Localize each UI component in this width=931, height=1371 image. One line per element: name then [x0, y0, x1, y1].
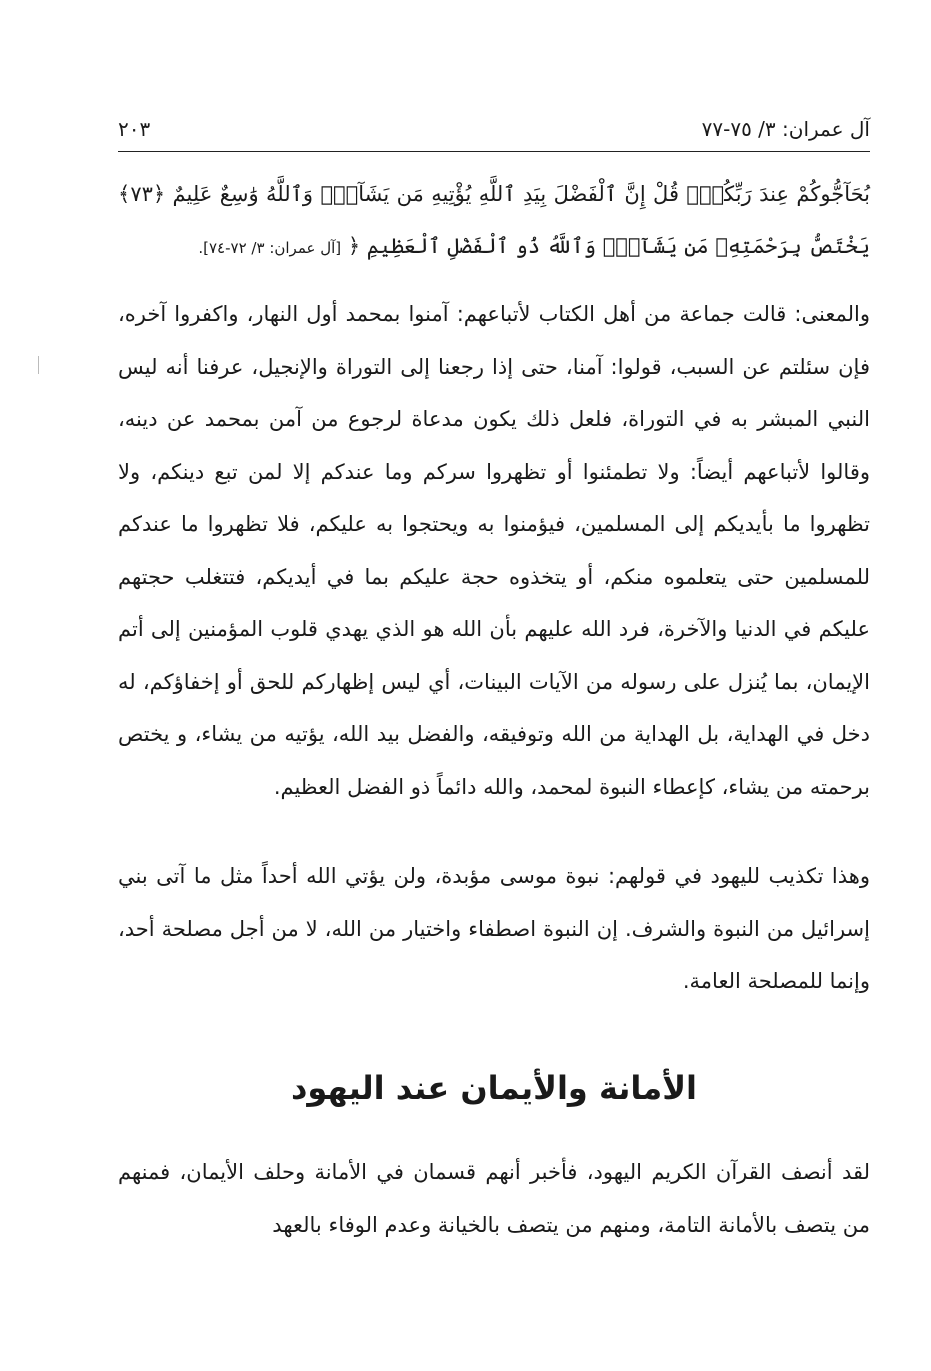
commentary-paragraph: وهذا تكذيب لليهود في قولهم: نبوة موسى مؤبدة، ولن يؤتي الله أحداً مثل ما آتى بني إسرائيل من النبوة والشرف. إن النبوة اصطفاء واختيار من الله، لا من أجل مصلحة أحد، وإنما للمصلحة العامة. [118, 864, 870, 993]
quran-verse [118, 168, 870, 274]
header-divider [118, 151, 870, 152]
surah-reference: آل عمران: ٣/ ٧٥-٧٧ [701, 117, 870, 141]
page-number: ٢٠٣ [118, 117, 151, 141]
verse-text: بُحَآجُّوكُمْ عِندَ رَبِّكُمْۗ قُلْ إِنَّ ٱلْفَضْلَ بِيَدِ ٱللَّهِ يُؤْتِيهِ مَن يَشَآءُۗ وَٱللَّهُ وَٰسِعٌ عَلِيمٌ ﴿٧٣﴾ يَخْتَصُّ بِرَحْمَتِهِۦ مَن يَشَآءُۗ وَٱللَّهُ ذُو ٱلْفَضْلِ ٱلْعَظِيمِ ﴿ [118, 182, 870, 258]
verse-citation: [آل عمران: ٣/ ٧٢-٧٤]. [198, 239, 342, 257]
margin-mark [38, 356, 39, 374]
running-header [118, 112, 870, 146]
section-heading: الأمانة والأيمان عند اليهود [290, 1069, 697, 1107]
section-paragraph: لقد أنصف القرآن الكريم اليهود، فأخبر أنهم قسمان في الأمانة وحلف الأيمان، فمنهم من يتصف بالأمانة التامة، ومنهم من يتصف بالخيانة وعدم الوفاء بالعهد [118, 1160, 870, 1237]
commentary-paragraph: والمعنى: قالت جماعة من أهل الكتاب لأتباعهم: آمنوا بمحمد أول النهار، واكفروا آخره، فإن سئلتم عن السبب، قولوا: آمنا، حتى إذا رجعنا إلى التوراة والإنجيل، عرفنا أنه ليس النبي المبشر به في التوراة، فلعل ذلك يكون مدعاة لرجوع من آمن بمحمد عن دينه، وقالوا لأتباعهم أيضاً: ولا تطمئنوا أو تظهروا سركم وما عندكم إلا لمن تبع دينكم، ولا تظهروا ما بأيديكم إلى المسلمين، فيؤمنوا به ويحتجوا به عليكم، فلا تظهروا ما عندكم للمسلمين حتى يتعلموه منكم، أو يتخذوه حجة عليكم بما في أيديكم، فتتغلب حجتهم عليكم في الدنيا والآخرة، فرد الله عليهم بأن الله هو الذي يهدي قلوب المؤمنين إلى أتم الإيمان، بما يُنزل على رسوله من الآيات البينات، أي ليس إظهاركم للحق أو إخفاؤكم، له دخل في الهداية، بل الهداية من الله وتوفيقه، والفضل بيد الله، يؤتيه من يشاء، و يختص برحمته من يشاء، كإعطاء النبوة لمحمد، والله دائماً ذو الفضل العظيم. [118, 302, 870, 799]
